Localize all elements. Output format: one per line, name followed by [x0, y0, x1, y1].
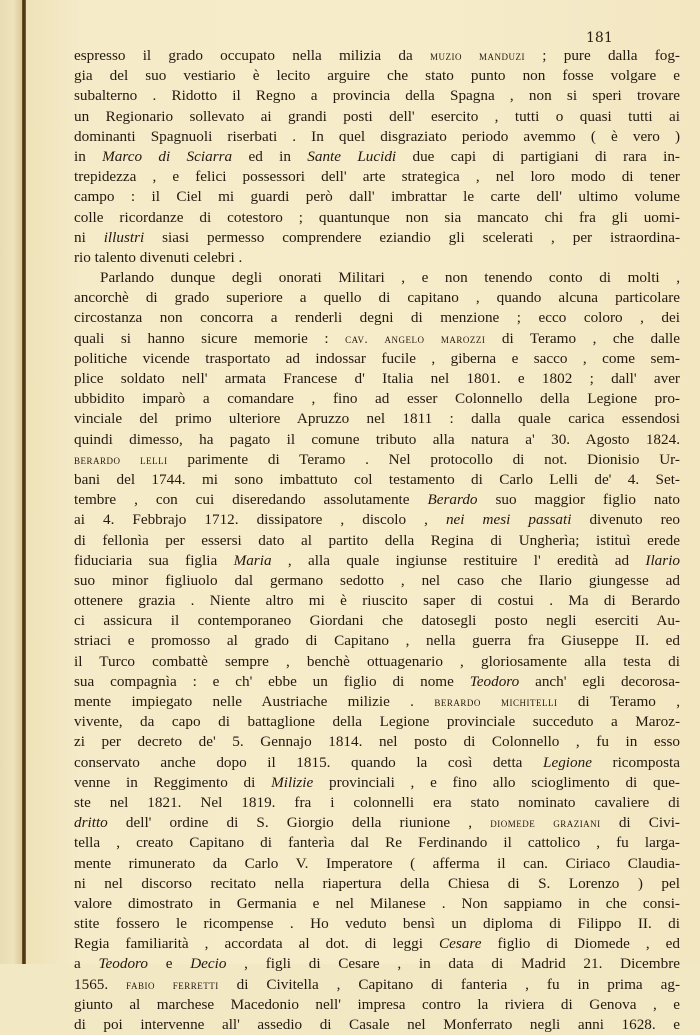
name-smallcaps: berardo lelli	[74, 452, 168, 467]
text-run: ed in	[232, 147, 308, 165]
text-line	[74, 571, 680, 591]
text-run: ste nel 1821. Nel 1819. fra i colonnelli era stato nominato cavaliere di	[74, 793, 680, 811]
text-run: vinciale del primo ulteriore Apruzzo nel 1811 : dalla quale carica essendosi	[74, 410, 680, 428]
name-smallcaps: fabio ferretti	[126, 977, 219, 992]
italic-text: Sante Lucidi	[307, 147, 397, 165]
text-run: 1565.	[74, 975, 127, 993]
text-run: Regia familiarità , accordata al dot. di leggi	[74, 935, 439, 953]
text-run: due capi di partigiani di rara in-	[396, 147, 680, 165]
text-line	[74, 611, 680, 631]
text-run: e	[147, 955, 191, 973]
text-run: venne in Reggimento di	[74, 773, 272, 791]
name-smallcaps: diomede graziani	[490, 816, 601, 831]
text-run: suo maggior figlio nato	[477, 491, 680, 509]
text-run: striaci e promosso al grado di Capitano , nella guerra fra Giuseppe II. ed	[74, 632, 680, 650]
text-run: suo minor figliuolo dal germano sedotto , nel caso che Ilario giungesse ad	[74, 571, 680, 589]
italic-text: Ilario	[645, 551, 681, 569]
italic-text: dritto	[74, 814, 108, 832]
text-run: ricomposta	[591, 753, 680, 771]
text-run: un Regionario sollevato ai grandi posti dell' esercito , tutti o quasi tutti ai	[74, 107, 680, 125]
text-line	[74, 248, 680, 268]
italic-text: Milizie	[271, 773, 314, 791]
name-smallcaps: muzio manduzi	[429, 49, 526, 63]
text-line	[74, 349, 680, 369]
text-run: circostanza non concorra a renderli degni di menzione ; ecco coloro , dei	[74, 309, 680, 327]
text-run: vivente, da capo di battaglione della Legione provinciale succeduto a Maroz-	[74, 713, 680, 731]
text-line	[74, 773, 680, 793]
page-number: 181	[586, 30, 613, 46]
italic-text: Maria	[233, 551, 272, 569]
text-run: ni nel discorso recitato nella riapertura della Chiesa di S. Lorenzo ) pel	[74, 874, 680, 892]
text-line	[74, 329, 680, 349]
text-run: provinciali , e fino allo scioglimento di que-	[313, 773, 680, 791]
text-run: quindi dimesso, ha pagato il comune tributo alla natura a' 30. Agosto 1824.	[74, 430, 680, 448]
text-line	[74, 753, 680, 773]
text-run: sua compagnìa : e ch' ebbe un figlio di nome	[74, 672, 470, 690]
name-smallcaps: berardo michitelli	[434, 695, 558, 709]
text-line	[74, 591, 680, 611]
facing-page-edge	[0, 0, 22, 964]
text-run: espresso il grado occupato nella milizia da	[74, 47, 430, 64]
text-line	[74, 228, 680, 248]
text-line	[74, 268, 680, 288]
text-run: ottenere grazia . Niente altro mi è riuscito saper di costui . Ma di Berardo	[74, 592, 680, 610]
text-run: anch' egli decorosa-	[519, 672, 680, 690]
text-line	[74, 732, 680, 752]
book-page	[26, 0, 700, 1033]
text-line	[74, 894, 680, 914]
text-run: campo : il Ciel mi guardi però dall' imbrattar le carte dell' ultimo volume	[74, 188, 680, 206]
text-line	[74, 813, 680, 833]
text-run: a	[74, 955, 99, 973]
text-run: stite fossero le ricompense . Ho veduto bensì un diploma di Filippo II. di	[74, 915, 680, 933]
text-run: il Turco combattè sempre , benchè ottuagenario , gloriosamente alla testa di	[74, 652, 680, 670]
text-line	[74, 187, 680, 207]
text-run: figlio di Diomede , ed	[481, 935, 680, 953]
text-run: di Civitella , Capitano di fanteria , fu in prima ag-	[218, 975, 681, 993]
text-line	[74, 127, 680, 147]
text-run: trepidezza , e felici possessori dell' arte strategica , nel loro modo di tener	[74, 168, 680, 186]
text-line	[74, 66, 680, 86]
text-line	[74, 874, 680, 894]
text-line	[74, 490, 680, 510]
text-run: ni	[74, 228, 104, 246]
text-run: ; pure dalla fog-	[525, 47, 680, 64]
italic-text: Cesare	[439, 935, 482, 953]
text-line	[74, 551, 680, 571]
text-run: ancorchè di grado superiore a quello di capitano , quando alcuna particolare	[74, 289, 680, 307]
text-line	[74, 369, 680, 389]
italic-text: Decio	[190, 955, 227, 973]
text-run: ci assicura il contemporaneo Giordani che datosegli posto negli eserciti Au-	[74, 612, 680, 630]
text-run: tella , creato Capitano di fanterìa dal Re Ferdinando il cattolico , fu larga-	[74, 834, 680, 852]
text-line	[74, 450, 680, 470]
text-run: conservato anche dopo il 1815. quando la così detta	[74, 753, 543, 771]
italic-text: Teodoro	[98, 955, 148, 973]
body-text	[74, 46, 680, 1035]
text-run: Parlando dunque degli onorati Militari , e non tenendo conto di molti ,	[100, 269, 680, 287]
italic-text: Berardo	[427, 491, 478, 509]
text-run: di Teramo , che dalle	[485, 329, 680, 347]
text-run: , alla quale ingiunse restituire l' eredità ad	[271, 551, 646, 569]
text-run: dell' ordine di S. Giorgio della riunione ,	[107, 814, 491, 832]
text-line	[74, 975, 680, 995]
text-run: mente impiegato nelle Austriache milizie .	[74, 693, 435, 710]
text-run: colle ricordanze di cotestoro ; quantunque non sia mancato chi fra gli uomi-	[74, 208, 680, 226]
text-run: plice soldato nell' armata Francese d' Italia nel 1801. e 1802 ; dall' aver	[74, 370, 680, 387]
text-line	[74, 712, 680, 732]
text-line	[74, 208, 680, 228]
text-run: di Teramo ,	[557, 693, 680, 710]
text-line	[74, 107, 680, 127]
text-line	[74, 934, 680, 954]
text-run: di Civi-	[600, 814, 680, 832]
text-line	[74, 652, 680, 672]
text-line	[74, 430, 680, 450]
italic-text: Legione	[543, 753, 592, 771]
text-line	[74, 995, 680, 1015]
text-line	[74, 631, 680, 651]
text-line	[74, 672, 680, 692]
text-run: fiduciaria sua figlia	[74, 551, 234, 569]
text-run: valore dimostrato in Germania e nel Milanese . Non sappiamo in che consi-	[74, 894, 680, 912]
text-line	[74, 833, 680, 853]
text-line	[74, 531, 680, 551]
text-run: tembre , con cui diseredando assolutamente	[74, 491, 428, 509]
text-run: gia del suo vestiario è lecito arguire che stato punto non fosse volgare e	[74, 67, 680, 85]
italic-text: nei mesi passati	[445, 511, 572, 529]
text-line	[74, 389, 680, 409]
text-run: quali si hanno sicure memorie :	[74, 329, 346, 347]
text-line	[74, 409, 680, 429]
text-run: ubbidito imparò a comandare , fino ad esser Colonnello della Legione pro-	[74, 390, 680, 408]
text-run: di fellonìa per essersi dato al partito della Regina di Ungherìa; istituì erede	[74, 531, 680, 549]
text-line	[74, 1015, 680, 1035]
italic-text: illustri	[103, 228, 145, 246]
text-run: subalterno . Ridotto il Regno a provincia della Spagna , non si speri trovare	[74, 87, 680, 105]
italic-text: Teodoro	[469, 672, 520, 690]
text-line	[74, 167, 680, 187]
text-line	[74, 470, 680, 490]
italic-text: Marco di Sciarra	[102, 147, 233, 165]
text-run: di poi intervenne all' assedio di Casale nel Monferrato negli anni 1628. e	[74, 1016, 680, 1033]
text-run: rio talento divenuti celebri .	[74, 248, 243, 266]
text-run: mente rimunerato da Carlo V. Imperatore ( afferma il can. Ciriaco Claudia-	[74, 854, 680, 872]
text-line	[74, 692, 680, 712]
text-line	[74, 793, 680, 813]
text-line	[74, 147, 680, 167]
text-line	[74, 288, 680, 308]
text-run: divenuto reo	[571, 511, 681, 529]
text-line	[74, 86, 680, 106]
text-line	[74, 854, 680, 874]
text-line	[74, 914, 680, 934]
text-run: zi per decreto de' 5. Gennajo 1814. nel posto di Colonnello , fu in esso	[74, 733, 680, 751]
text-run: parimente di Teramo . Nel protocollo di not. Dionisio Ur-	[167, 450, 680, 468]
text-line	[74, 510, 680, 530]
text-line	[74, 308, 680, 328]
text-line	[74, 46, 680, 66]
text-line	[74, 954, 680, 974]
name-smallcaps: cav. angelo marozzi	[345, 331, 486, 346]
text-run: ai 4. Febbrajo 1712. dissipatore , discolo ,	[74, 511, 446, 529]
text-run: , figli di Cesare , in data di Madrid 21. Dicembre	[226, 955, 680, 973]
text-run: bani del 1744. mi sono imbattuto col testamento di Carlo Lelli de' 4. Set-	[74, 470, 680, 488]
text-run: politiche vicende trasportato ad indossar fucile , giberna e sacco , come sem-	[74, 349, 680, 367]
text-run: dominanti Spagnuoli riserbati . In quel disgraziato periodo avemmo ( è vero )	[74, 127, 680, 145]
text-run: giunto al marchese Macedonio nell' impresa contro la riviera di Genova , e	[74, 995, 680, 1013]
text-run: in	[74, 147, 103, 165]
text-run: siasi permesso comprendere eziandio gli scelerati , per istraordina-	[144, 228, 680, 246]
